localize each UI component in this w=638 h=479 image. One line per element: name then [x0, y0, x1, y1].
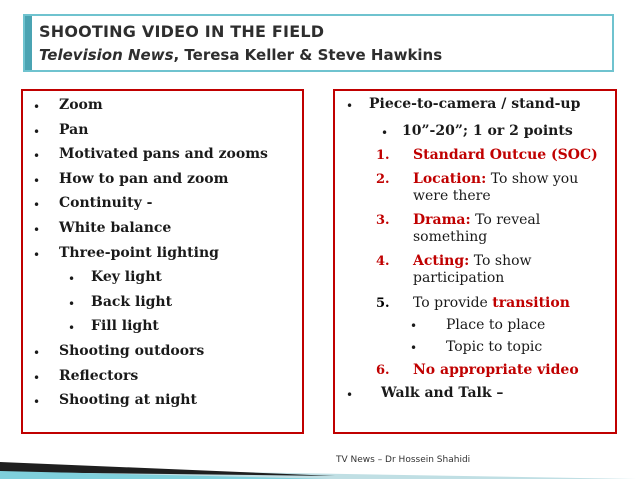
bullet-icon: •: [68, 272, 76, 287]
left-list-item: How to pan and zoom: [59, 170, 229, 187]
numbered-marker: 5.: [376, 296, 390, 311]
numbered-marker: 4.: [376, 254, 390, 269]
left-list-item: Reflectors: [59, 367, 139, 384]
subtitle-authors: , Teresa Keller & Steve Hawkins: [173, 46, 443, 64]
bullet-icon: •: [68, 321, 76, 336]
bullet-icon: •: [410, 341, 418, 355]
bullet-icon: •: [410, 319, 418, 333]
bullet-icon: •: [33, 370, 41, 385]
numbered-marker: 1.: [376, 148, 390, 163]
left-list-item: Shooting outdoors: [59, 343, 205, 359]
transition-sub-place: Place to place: [446, 317, 546, 333]
acting-text-continued: participation: [413, 270, 505, 286]
bullet-icon: •: [33, 198, 41, 213]
left-list-item: White balance: [59, 220, 172, 236]
bullet-icon: •: [381, 126, 389, 140]
bullet-icon: •: [33, 223, 41, 237]
left-list-item: Back light: [91, 293, 173, 310]
label-drama: Drama:: [413, 212, 471, 228]
label-location: Location:: [413, 171, 487, 187]
acting-text: To show: [469, 253, 532, 269]
bullet-icon: •: [68, 296, 76, 311]
right-item-walk-and-talk: Walk and Talk –: [381, 385, 504, 401]
bullet-icon: •: [33, 395, 41, 410]
bullet-icon: •: [346, 388, 354, 402]
bullet-icon: •: [33, 346, 41, 360]
left-list-item: Three-point lighting: [59, 244, 219, 261]
numbered-marker: 2.: [376, 172, 390, 187]
left-list-item: Motivated pans and zooms: [59, 146, 268, 163]
slide-footer: TV News – Dr Hossein Shahidi: [336, 455, 471, 465]
subtitle-book-title: Television News: [39, 46, 174, 64]
transition-lead: To provide: [413, 295, 493, 311]
numbered-item-no-video: No appropriate video: [413, 362, 579, 378]
drama-text: To reveal: [470, 212, 541, 228]
label-acting: Acting:: [413, 253, 470, 269]
numbered-marker: 3.: [376, 213, 390, 228]
bullet-icon: •: [346, 99, 354, 113]
left-list-item: Zoom: [59, 97, 103, 113]
left-list-item: Fill light: [91, 318, 159, 335]
numbered-marker: 6.: [376, 363, 390, 378]
bullet-icon: •: [33, 124, 41, 139]
right-item-piece-to-camera: Piece-to-camera / stand-up: [369, 96, 581, 112]
bullet-icon: •: [33, 247, 41, 262]
numbered-item-soc: Standard Outcue (SOC): [413, 147, 598, 163]
left-list-item: Shooting at night: [59, 392, 197, 409]
bullet-icon: •: [33, 100, 41, 114]
drama-text-continued: something: [413, 229, 488, 245]
transition-sub-topic: Topic to topic: [446, 339, 543, 355]
label-transition: transition: [492, 295, 570, 311]
slide-title: SHOOTING VIDEO IN THE FIELD: [39, 22, 325, 41]
left-list-item: Continuity -: [59, 195, 153, 212]
right-sub-duration: 10”-20”; 1 or 2 points: [402, 123, 573, 139]
left-list-item: Key light: [91, 269, 162, 286]
location-text-continued: were there: [413, 188, 491, 204]
bullet-icon: •: [33, 149, 41, 164]
left-list-item: Pan: [59, 121, 89, 138]
bullet-icon: •: [33, 173, 41, 188]
location-text: To show you: [486, 171, 579, 187]
